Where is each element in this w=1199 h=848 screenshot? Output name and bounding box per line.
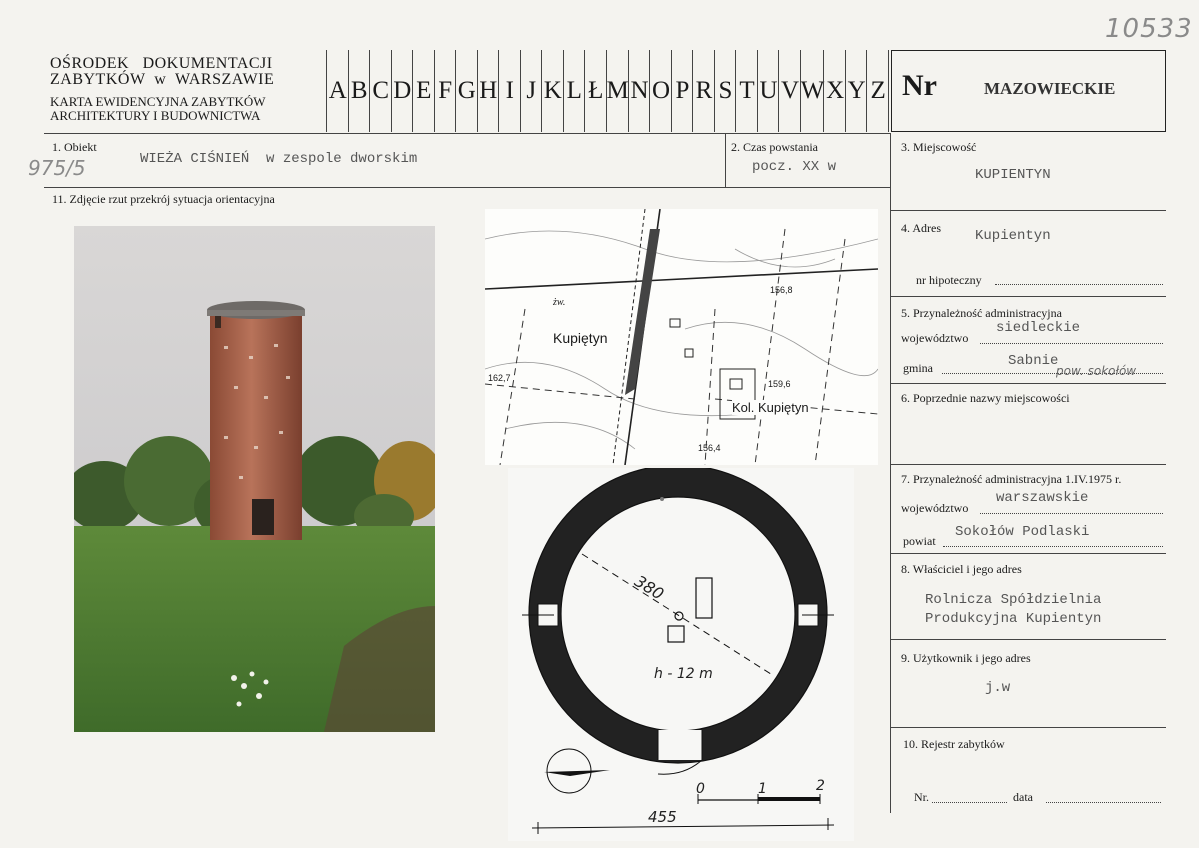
- rule: [891, 553, 1166, 554]
- rule: [890, 133, 891, 813]
- index-letter: C: [369, 50, 391, 132]
- index-letter: I: [498, 50, 520, 132]
- index-letter: B: [348, 50, 370, 132]
- index-letter: M: [606, 50, 628, 132]
- admin-label: 5. Przynależność administracyjna: [901, 306, 1062, 320]
- rule: [891, 727, 1166, 728]
- floor-plan: [508, 468, 854, 841]
- index-letter: H: [477, 50, 499, 132]
- index-letter: P: [671, 50, 693, 132]
- region-name: MAZOWIECKIE: [984, 79, 1116, 98]
- index-letter: S: [714, 50, 736, 132]
- rule: [725, 133, 726, 187]
- organization-name: [50, 56, 274, 88]
- miejscowosc-label: 3. Miejscowość: [901, 140, 977, 154]
- index-letter: T: [735, 50, 757, 132]
- wlasciciel-line-2: Produkcyjna Kupientyn: [925, 611, 1102, 627]
- hipoteczny-field: [995, 284, 1163, 285]
- plan-scale-0: 0: [696, 781, 705, 797]
- uzytkownik-value: j.w: [985, 680, 1011, 696]
- woj-label: województwo: [901, 331, 969, 345]
- rule: [44, 187, 890, 188]
- org-line-2: ZABYTKÓW w WARSZAWIE: [50, 71, 275, 88]
- wlasciciel-line-1: Rolnicza Spółdzielnia: [925, 592, 1102, 608]
- index-letter: O: [649, 50, 671, 132]
- card-title-line-2: ARCHITEKTURY I BUDOWNICTWA: [50, 108, 261, 123]
- powiat-label: powiat: [903, 534, 936, 548]
- plan-width: 455: [648, 808, 677, 826]
- rule: [891, 210, 1166, 211]
- index-letter: V: [778, 50, 800, 132]
- rejestr-nr-label: Nr.: [914, 790, 929, 804]
- powiat-field: [943, 546, 1163, 547]
- tower-photo: [74, 226, 435, 732]
- plan-scale-1: 1: [758, 781, 767, 797]
- map-abbr: żw.: [553, 297, 566, 308]
- rejestr-data-label: data: [1013, 790, 1033, 804]
- obiekt-value: WIEŻA CIŚNIEŃ w zespole dworskim: [140, 151, 418, 167]
- wlasciciel-label: 8. Właściciel i jego adres: [901, 562, 1022, 576]
- rejestr-data-field: [1046, 802, 1161, 803]
- index-letter: N: [628, 50, 650, 132]
- index-letter: A: [326, 50, 348, 132]
- woj1975-label: województwo: [901, 501, 969, 515]
- nr-label: Nr: [902, 69, 937, 102]
- map-elev-4: 156,4: [698, 443, 721, 453]
- index-letter: L: [563, 50, 585, 132]
- index-letter: Y: [845, 50, 867, 132]
- index-letter: U: [757, 50, 779, 132]
- index-letter: X: [823, 50, 845, 132]
- gmina-value: Sabnie: [1008, 353, 1059, 369]
- obiekt-label: 1. Obiekt: [52, 140, 97, 154]
- plan-height: h - 12 m: [654, 666, 713, 682]
- index-letter: E: [412, 50, 434, 132]
- plan-scale-2: 2: [816, 778, 825, 794]
- map-town-label: Kupiętyn: [553, 330, 608, 346]
- map-elev-1: 156,8: [770, 285, 793, 295]
- index-letter: J: [520, 50, 542, 132]
- gmina-label: gmina: [903, 361, 933, 375]
- alphabet-index: [326, 50, 889, 132]
- situation-map: [485, 209, 878, 465]
- plan-diameter: 380: [631, 571, 668, 604]
- adres-value: Kupientyn: [975, 228, 1051, 244]
- rule: [891, 639, 1166, 640]
- card-title: [50, 95, 266, 123]
- index-letter: D: [391, 50, 413, 132]
- adres-label: 4. Adres: [901, 221, 941, 235]
- index-letter: R: [692, 50, 714, 132]
- handwritten-archive-number: 10533: [1105, 14, 1193, 44]
- admin1975-label: 7. Przynależność administracyjna 1.IV.1975 r.: [901, 472, 1122, 486]
- rule: [891, 464, 1166, 465]
- map-elev-3: 162,7: [488, 373, 511, 383]
- gmina-handwritten: pow. sokołów: [1056, 364, 1137, 378]
- hipoteczny-label: nr hipoteczny: [916, 273, 982, 287]
- index-letter: F: [434, 50, 456, 132]
- index-letter: Z: [866, 50, 889, 132]
- card-title-line-1: KARTA EWIDENCYJNA ZABYTKÓW: [50, 94, 266, 109]
- woj-value: siedleckie: [996, 320, 1081, 336]
- uzytkownik-label: 9. Użytkownik i jego adres: [901, 651, 1031, 665]
- miejscowosc-value: KUPIENTYN: [975, 167, 1051, 183]
- rule: [891, 383, 1166, 384]
- index-letter: K: [541, 50, 563, 132]
- woj1975-field: [980, 513, 1163, 514]
- poprzednie-label: 6. Poprzednie nazwy miejscowości: [901, 391, 1070, 405]
- rule: [891, 296, 1166, 297]
- woj-field: [980, 343, 1163, 344]
- rule: [44, 133, 890, 134]
- czas-label: 2. Czas powstania: [731, 140, 818, 154]
- map-elev-2: 159,6: [768, 379, 791, 389]
- rejestr-nr-field: [932, 802, 1007, 803]
- czas-value: pocz. XX w: [752, 159, 837, 175]
- rejestr-label: 10. Rejestr zabytków: [903, 737, 1005, 751]
- zdjecie-label: 11. Zdjęcie rzut przekrój sytuacja orientacyjna: [52, 192, 275, 206]
- nr-box: [891, 50, 1166, 132]
- index-letter: W: [800, 50, 824, 132]
- obiekt-handwritten: 975/5: [28, 156, 86, 180]
- org-line-1: OŚRODEK DOKUMENTACJI: [50, 55, 273, 72]
- index-letter: Ł: [584, 50, 606, 132]
- index-letter: G: [455, 50, 477, 132]
- powiat-value: Sokołów Podlaski: [955, 524, 1090, 540]
- woj1975-value: warszawskie: [996, 490, 1089, 506]
- map-colony-label: Kol. Kupiętyn: [732, 400, 809, 415]
